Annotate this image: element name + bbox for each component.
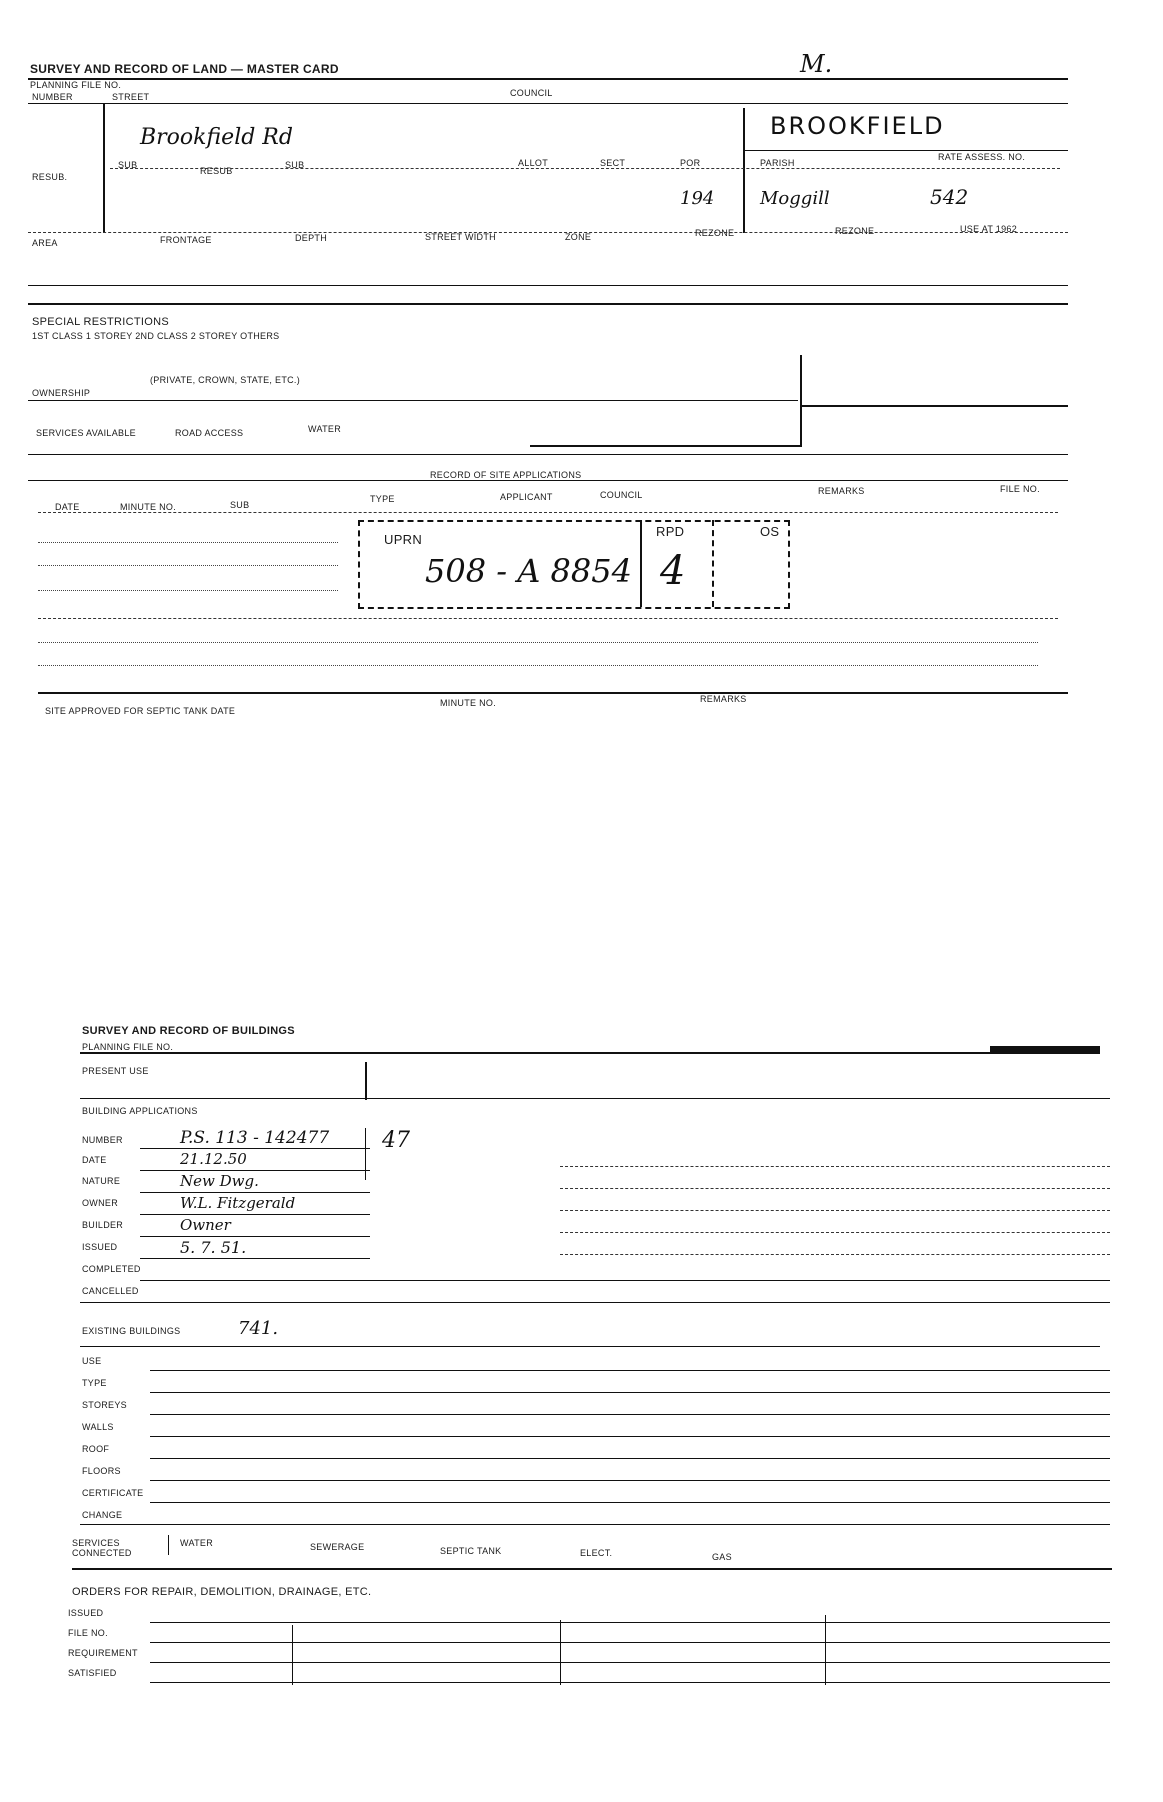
rule (150, 1480, 1110, 1481)
stamp-divider (712, 520, 714, 607)
ownership-text: (PRIVATE, CROWN, STATE, ETC.) (150, 375, 301, 385)
rule (28, 454, 1068, 455)
frontage-label: FRONTAGE (160, 235, 212, 245)
column-divider (743, 108, 745, 233)
rule (743, 150, 1068, 151)
ba-field-builder: BUILDER (82, 1220, 124, 1230)
street-label: STREET (112, 92, 150, 102)
svc-gas: GAS (712, 1552, 732, 1562)
ba-value-nature: New Dwg. (180, 1172, 259, 1190)
order-field-issued: ISSUED (68, 1608, 104, 1618)
svc-sewerage: SEWERAGE (310, 1542, 365, 1552)
rule (28, 103, 1068, 104)
rule (80, 1052, 1100, 1054)
top-right-handwriting: M. (800, 50, 833, 78)
card2-title: SURVEY AND RECORD OF BUILDINGS (82, 1025, 295, 1037)
rule (150, 1458, 1110, 1459)
minute-col: MINUTE NO. (120, 502, 176, 512)
rule (38, 642, 1038, 643)
services-label: SERVICES AVAILABLE (36, 428, 136, 438)
svc-elect: ELECT. (580, 1548, 613, 1558)
eb-field-type: TYPE (82, 1378, 107, 1388)
column-divider (168, 1535, 169, 1555)
file-no-col: FILE NO. (1000, 484, 1040, 494)
parish-handwriting: Moggill (760, 188, 830, 209)
remarks-col: REMARKS (818, 486, 865, 496)
rule (140, 1192, 370, 1193)
eb-field-walls: WALLS (82, 1422, 114, 1432)
orders-label: ORDERS FOR REPAIR, DEMOLITION, DRAINAGE, ETC. (72, 1586, 372, 1598)
rule (150, 1392, 1110, 1393)
ba-field-owner: OWNER (82, 1198, 118, 1208)
ba-value-owner: W.L. Fitzgerald (180, 1194, 296, 1212)
sub-col: SUB (230, 500, 250, 510)
council-col: COUNCIL (600, 490, 643, 500)
rule (800, 405, 1068, 407)
rule (80, 1346, 1100, 1347)
rule (28, 480, 1068, 481)
resub-label: RESUB. (32, 172, 68, 182)
rule (28, 400, 798, 401)
area-label: AREA (32, 238, 58, 248)
rule (150, 1662, 1110, 1663)
special-restrictions-label: SPECIAL RESTRICTIONS (32, 316, 170, 328)
ba-field-issued: ISSUED (82, 1242, 118, 1252)
rate-handwriting: 542 (930, 185, 969, 209)
ba-value-date: 21.12.50 (180, 1150, 247, 1168)
ba-field-number: NUMBER (82, 1135, 123, 1145)
ba-field-nature: NATURE (82, 1176, 121, 1186)
ba-value-number: P.S. 113 - 142477 (180, 1128, 330, 1148)
rule (150, 1436, 1110, 1437)
rule (530, 445, 802, 447)
depth-label: DEPTH (295, 233, 328, 243)
ba-value-issued: 5. 7. 51. (180, 1238, 247, 1257)
rule (140, 1258, 370, 1259)
suburb-handwriting: BROOKFIELD (770, 112, 945, 140)
eb-field-use: USE (82, 1356, 102, 1366)
rule (28, 232, 1068, 233)
side-mark: 47 (382, 1128, 410, 1153)
number-label: NUMBER (32, 92, 73, 102)
type-col: TYPE (370, 494, 395, 504)
order-field-file-no: FILE NO. (68, 1628, 108, 1638)
svc-septic: SEPTIC TANK (440, 1546, 502, 1556)
card2-planning-file: PLANNING FILE NO. (82, 1042, 174, 1052)
column-divider (560, 1620, 561, 1685)
eb-field-floors: FLOORS (82, 1466, 121, 1476)
rule (38, 692, 1068, 694)
street-handwriting: Brookfield Rd (140, 125, 293, 150)
order-field-satisfied: SATISFIED (68, 1668, 117, 1678)
rule (140, 1236, 370, 1237)
rule (560, 1232, 1110, 1233)
rule (560, 1166, 1110, 1167)
rule (72, 1568, 1112, 1570)
rule (80, 1524, 1110, 1525)
rule (38, 542, 338, 543)
water-label: WATER (308, 424, 341, 434)
eb-field-change: CHANGE (82, 1510, 123, 1520)
council-label: COUNCIL (510, 88, 553, 98)
record-apps-label: RECORD OF SITE APPLICATIONS (430, 470, 582, 480)
rule (38, 590, 338, 591)
existing-buildings-label: EXISTING BUILDINGS (82, 1326, 181, 1336)
rule (38, 512, 1058, 513)
column-divider (292, 1625, 293, 1685)
road-access-label: ROAD ACCESS (175, 428, 244, 438)
allot-label: ALLOT (518, 158, 549, 168)
remarks2-label: REMARKS (700, 694, 747, 704)
rule (150, 1682, 1110, 1683)
stamp-uprn-label: UPRN (384, 532, 423, 547)
rule (140, 1214, 370, 1215)
column-divider (103, 103, 105, 233)
rule (38, 665, 1038, 666)
ba-field-cancelled: CANCELLED (82, 1286, 139, 1296)
rule (150, 1642, 1110, 1643)
rule (28, 78, 1068, 80)
rule (150, 1622, 1110, 1623)
ba-field-completed: COMPLETED (82, 1264, 141, 1274)
ba-field-date: DATE (82, 1155, 107, 1165)
ownership-label: OWNERSHIP (32, 388, 91, 398)
por-handwriting: 194 (680, 188, 715, 209)
present-use-label: PRESENT USE (82, 1066, 149, 1076)
column-divider (825, 1615, 826, 1685)
planning-file-label: PLANNING FILE NO. (30, 80, 122, 90)
site-approved-label: SITE APPROVED FOR SEPTIC TANK DATE (45, 706, 236, 716)
building-apps-label: BUILDING APPLICATIONS (82, 1106, 198, 1116)
stamp-os-label: OS (760, 524, 780, 539)
rule (28, 285, 1068, 286)
rule (560, 1210, 1110, 1211)
stamp-divider (640, 520, 642, 607)
rule (150, 1370, 1110, 1371)
street-width-label: STREET WIDTH (425, 232, 496, 242)
stamp-rpd-value: 4 (660, 548, 686, 594)
zone-label: ZONE (565, 232, 592, 242)
sub2-label: SUB (285, 160, 305, 170)
svc-water: WATER (180, 1538, 213, 1548)
applicant-col: APPLICANT (500, 492, 553, 502)
rule (80, 1302, 1110, 1303)
parish-label: PARISH (760, 158, 795, 168)
sect-label: SECT (600, 158, 626, 168)
rule (38, 565, 338, 566)
services-connected-label: SERVICES CONNECTED (72, 1538, 132, 1558)
rule (560, 1188, 1110, 1189)
rule (150, 1502, 1110, 1503)
sub-label: SUB (118, 160, 138, 170)
eb-field-certificate: CERTIFICATE (82, 1488, 144, 1498)
rule (560, 1254, 1110, 1255)
rule (140, 1170, 370, 1171)
stamp-rpd-label: RPD (656, 524, 685, 539)
column-divider (365, 1062, 367, 1100)
minute-no2-label: MINUTE NO. (440, 698, 496, 708)
rule (28, 303, 1068, 305)
use-at-1962-label: USE AT 1962 (960, 224, 1018, 234)
classes-label: 1ST CLASS 1 STOREY 2ND CLASS 2 STOREY OTHERS (32, 331, 280, 341)
ba-value-builder: Owner (180, 1216, 231, 1234)
rule (140, 1148, 370, 1149)
rezone1-label: REZONE (695, 228, 735, 238)
card1-title: SURVEY AND RECORD OF LAND — MASTER CARD (30, 62, 339, 76)
eb-field-storeys: STOREYS (82, 1400, 127, 1410)
rule (140, 1280, 1110, 1281)
stamp-uprn-value: 508 - A 8854 (425, 552, 632, 590)
ownership-bracket (800, 355, 802, 447)
rule (38, 618, 1058, 619)
rule (110, 168, 1060, 169)
eb-field-roof: ROOF (82, 1444, 110, 1454)
existing-buildings-handwriting: 741. (238, 1318, 279, 1339)
resub2-label: RESUB (200, 166, 233, 176)
date-col: DATE (55, 502, 80, 512)
black-bar (990, 1046, 1100, 1054)
rule (80, 1098, 1110, 1099)
order-field-requirement: REQUIREMENT (68, 1648, 138, 1658)
column-divider (365, 1128, 366, 1180)
rezone2-label: REZONE (835, 226, 875, 236)
rule (150, 1414, 1110, 1415)
por-label: POR (680, 158, 701, 168)
rate-label: RATE ASSESS. NO. (938, 152, 1026, 162)
